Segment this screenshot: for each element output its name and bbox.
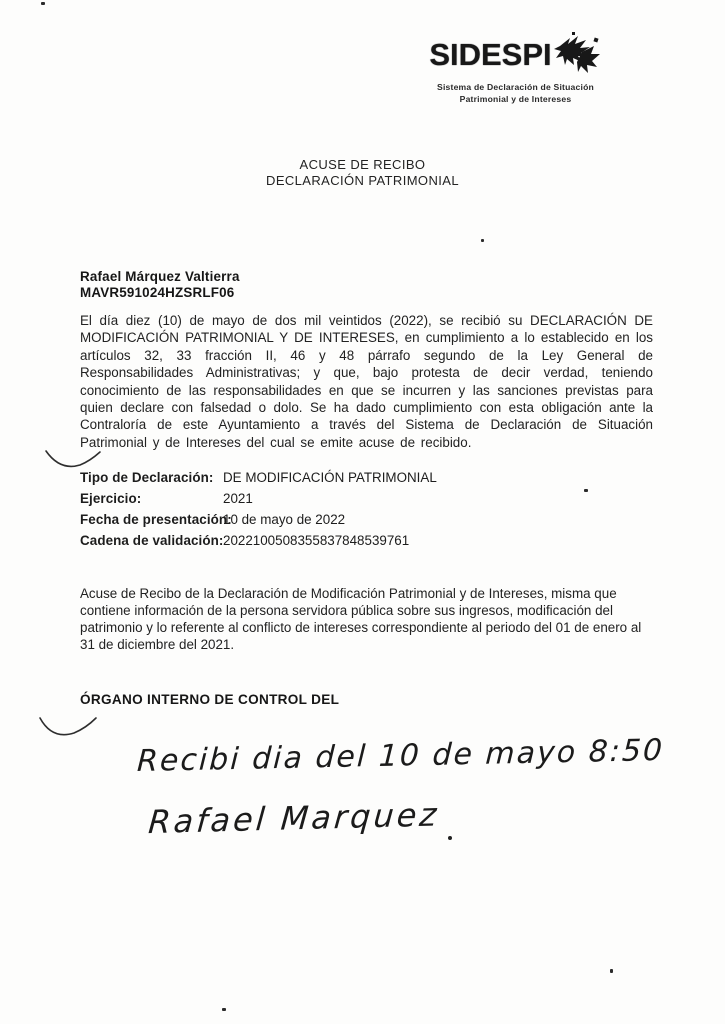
- document-title-line1: ACUSE DE RECIBO: [299, 157, 426, 172]
- scan-speck: [481, 239, 484, 242]
- handwritten-signature: Rafael Marquez: [147, 795, 441, 842]
- organ-control-heading: ÓRGANO INTERNO DE CONTROL DEL: [80, 692, 340, 707]
- scan-speck: [222, 1008, 226, 1011]
- sidespi-subtitle-line2: Patrimonial y de Intereses: [459, 93, 572, 104]
- document-title: [0, 157, 725, 188]
- sidespi-wordmark: SIDESPI: [429, 37, 552, 72]
- declarant-name: Rafael Márquez Valtierra: [80, 269, 240, 284]
- detail-row-ejercicio: [80, 488, 640, 509]
- detail-value-fecha: 10 de mayo de 2022: [223, 512, 346, 527]
- pen-mark-arc-2: [36, 710, 100, 749]
- detail-label-fecha: Fecha de presentación:: [80, 512, 232, 527]
- detail-row-fecha: [80, 509, 640, 530]
- detail-label-ejercicio: Ejercicio:: [80, 491, 142, 506]
- summary-paragraph: Acuse de Recibo de la Declaración de Modificación Patrimonial y de Intereses, misma que contiene información de la persona servidora pública sobre sus ingresos, modificación del patrimonio y lo referente al conflicto de intereses correspondiente al periodo del 01 de enero al 31 de diciembre del 2021.: [80, 586, 642, 652]
- scan-speck: [610, 969, 613, 973]
- declarant-id: MAVR591024HZSRLF06: [80, 284, 235, 300]
- scan-speck: [584, 489, 588, 492]
- handwritten-period-dot: [448, 836, 452, 840]
- sidespi-logo: [423, 38, 608, 104]
- declarant-block: [80, 269, 240, 300]
- handwritten-receipt-line: Recibi dia del 10 de mayo 8:50: [136, 732, 665, 780]
- detail-label-cadena: Cadena de validación:: [80, 533, 224, 548]
- detail-value-tipo: DE MODIFICACIÓN PATRIMONIAL: [223, 470, 437, 485]
- detail-row-tipo: [80, 467, 640, 488]
- detail-label-tipo: Tipo de Declaración:: [80, 470, 214, 485]
- declaration-details: [80, 467, 640, 551]
- scan-speck: [41, 2, 45, 5]
- detail-row-cadena: [80, 530, 640, 551]
- document-title-line2: DECLARACIÓN PATRIMONIAL: [266, 172, 459, 188]
- sidespi-subtitle-line1: Sistema de Declaración de Situación: [437, 82, 594, 92]
- detail-value-cadena: 2022100508355837848539761: [223, 533, 410, 548]
- sidespi-bird-icon: [554, 32, 602, 81]
- body-paragraph: El día diez (10) de mayo de dos mil veintidos (2022), se recibió su DECLARACIÓN DE MODIFICACIÓN PATRIMONIAL Y DE INTERESES, en cumplimiento a lo establecido en los artículos 32, 33 fracción II, 46 y 48 párrafo segundo de la Ley General de Responsabilidades Administrativas; y que, bajo protesta de decir verdad, teniendo conocimiento de las responsabilidades en que se incurren y las sanciones previstas para quien declare con falsedad o dolo. Se ha dado cumplimiento con esta obligación ante la Contraloría de este Ayuntamiento a través del Sistema de Declaración de Situación Patrimonial y de Intereses del cual se emite acuse de recibido.: [80, 313, 653, 450]
- detail-value-ejercicio: 2021: [223, 491, 253, 506]
